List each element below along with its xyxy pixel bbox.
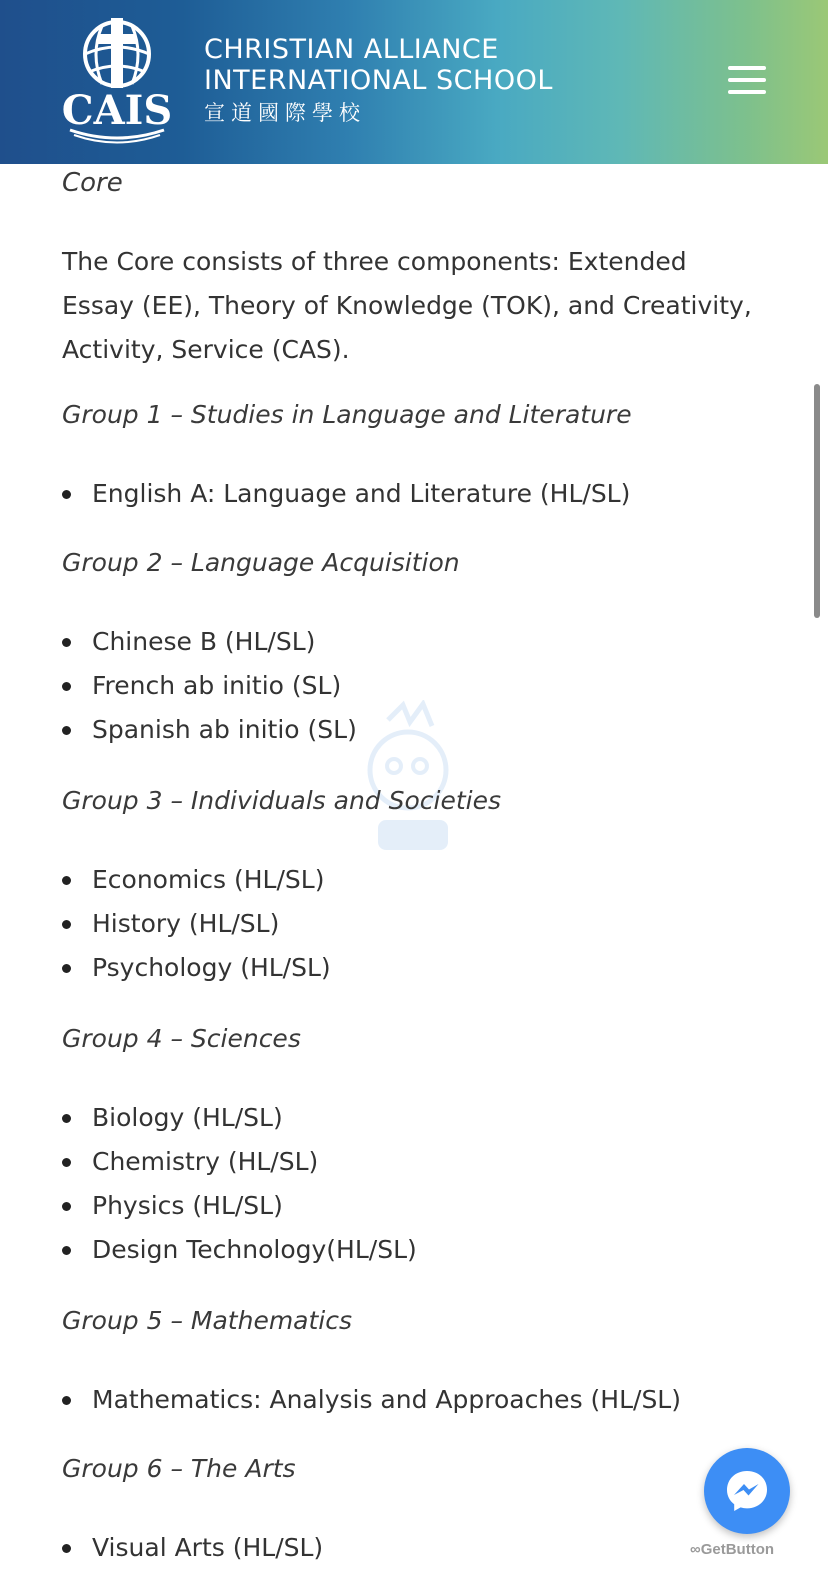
subject-name: Economics (HL/SL) xyxy=(92,865,325,894)
list-item xyxy=(62,708,357,752)
bullet xyxy=(62,1396,71,1405)
subject-name: Chemistry (HL/SL) xyxy=(92,1147,319,1176)
bullet xyxy=(62,876,71,885)
list-item xyxy=(62,1096,417,1140)
school-name-line2: INTERNATIONAL SCHOOL xyxy=(204,65,553,96)
subject-name: History (HL/SL) xyxy=(92,909,280,938)
school-name[interactable] xyxy=(204,34,553,128)
list-item xyxy=(62,472,630,516)
group-heading: Group 3 – Individuals and Societies xyxy=(62,786,502,815)
watermark-mascot xyxy=(348,700,478,870)
hamburger-menu-icon[interactable] xyxy=(728,66,766,96)
subject-name: Spanish ab initio (SL) xyxy=(92,715,357,744)
getbutton-label: GetButton xyxy=(700,1541,775,1558)
bullet xyxy=(62,920,71,929)
list-item xyxy=(62,1228,417,1272)
subject-name: Chinese B (HL/SL) xyxy=(92,627,316,656)
bullet xyxy=(62,682,71,691)
bullet xyxy=(62,964,71,973)
list-item xyxy=(62,902,331,946)
core-description: The Core consists of three components: Extended Essay (EE), Theory of Knowledge (TOK), and Creativity, Activity, Service (CAS). xyxy=(62,247,752,364)
menu-line xyxy=(728,90,766,94)
bullet xyxy=(62,726,71,735)
school-logo[interactable] xyxy=(62,14,172,144)
school-name-line1: CHRISTIAN ALLIANCE xyxy=(204,34,499,65)
getbutton-logo-icon: ∞ xyxy=(690,1541,701,1558)
list-item xyxy=(62,1378,681,1422)
bullet xyxy=(62,1158,71,1167)
list-item xyxy=(62,946,331,990)
core-heading: Core xyxy=(62,168,123,198)
site-header xyxy=(0,0,828,164)
messenger-chat-button[interactable] xyxy=(704,1448,790,1534)
subject-name: Mathematics: Analysis and Approaches (HL/SL) xyxy=(92,1385,681,1414)
menu-line xyxy=(728,66,766,70)
subject-list xyxy=(62,472,630,516)
subject-name: French ab initio (SL) xyxy=(92,671,342,700)
menu-line xyxy=(728,78,766,82)
bullet xyxy=(62,1114,71,1123)
bullet xyxy=(62,490,71,499)
subject-name: Biology (HL/SL) xyxy=(92,1103,283,1132)
list-item xyxy=(62,664,357,708)
bullet xyxy=(62,1202,71,1211)
list-item xyxy=(62,1526,323,1570)
list-item xyxy=(62,620,357,664)
list-item xyxy=(62,858,331,902)
subject-name: Psychology (HL/SL) xyxy=(92,953,331,982)
messenger-icon xyxy=(723,1467,771,1515)
subject-name: Visual Arts (HL/SL) xyxy=(92,1533,324,1562)
getbutton-credit[interactable] xyxy=(690,1541,774,1558)
subject-list xyxy=(62,1378,681,1422)
subject-list xyxy=(62,1096,417,1272)
scrollbar-thumb[interactable] xyxy=(814,384,820,618)
subject-name: Physics (HL/SL) xyxy=(92,1191,283,1220)
logo-text: CAIS xyxy=(62,87,172,134)
school-name-chinese: 宣道國際學校 xyxy=(204,101,366,125)
bullet xyxy=(62,1246,71,1255)
bullet xyxy=(62,638,71,647)
subject-name: Design Technology(HL/SL) xyxy=(92,1235,417,1264)
group-heading: Group 1 – Studies in Language and Literature xyxy=(62,400,632,429)
group-heading: Group 2 – Language Acquisition xyxy=(62,548,460,577)
bullet xyxy=(62,1544,71,1553)
list-item xyxy=(62,1184,417,1228)
group-heading: Group 4 – Sciences xyxy=(62,1024,301,1053)
group-heading: Group 6 – The Arts xyxy=(62,1454,296,1483)
subject-list xyxy=(62,620,357,752)
subject-name: English A: Language and Literature (HL/SL) xyxy=(92,479,631,508)
subject-list xyxy=(62,1526,323,1570)
subject-list xyxy=(62,858,331,990)
group-heading: Group 5 – Mathematics xyxy=(62,1306,353,1335)
list-item xyxy=(62,1140,417,1184)
